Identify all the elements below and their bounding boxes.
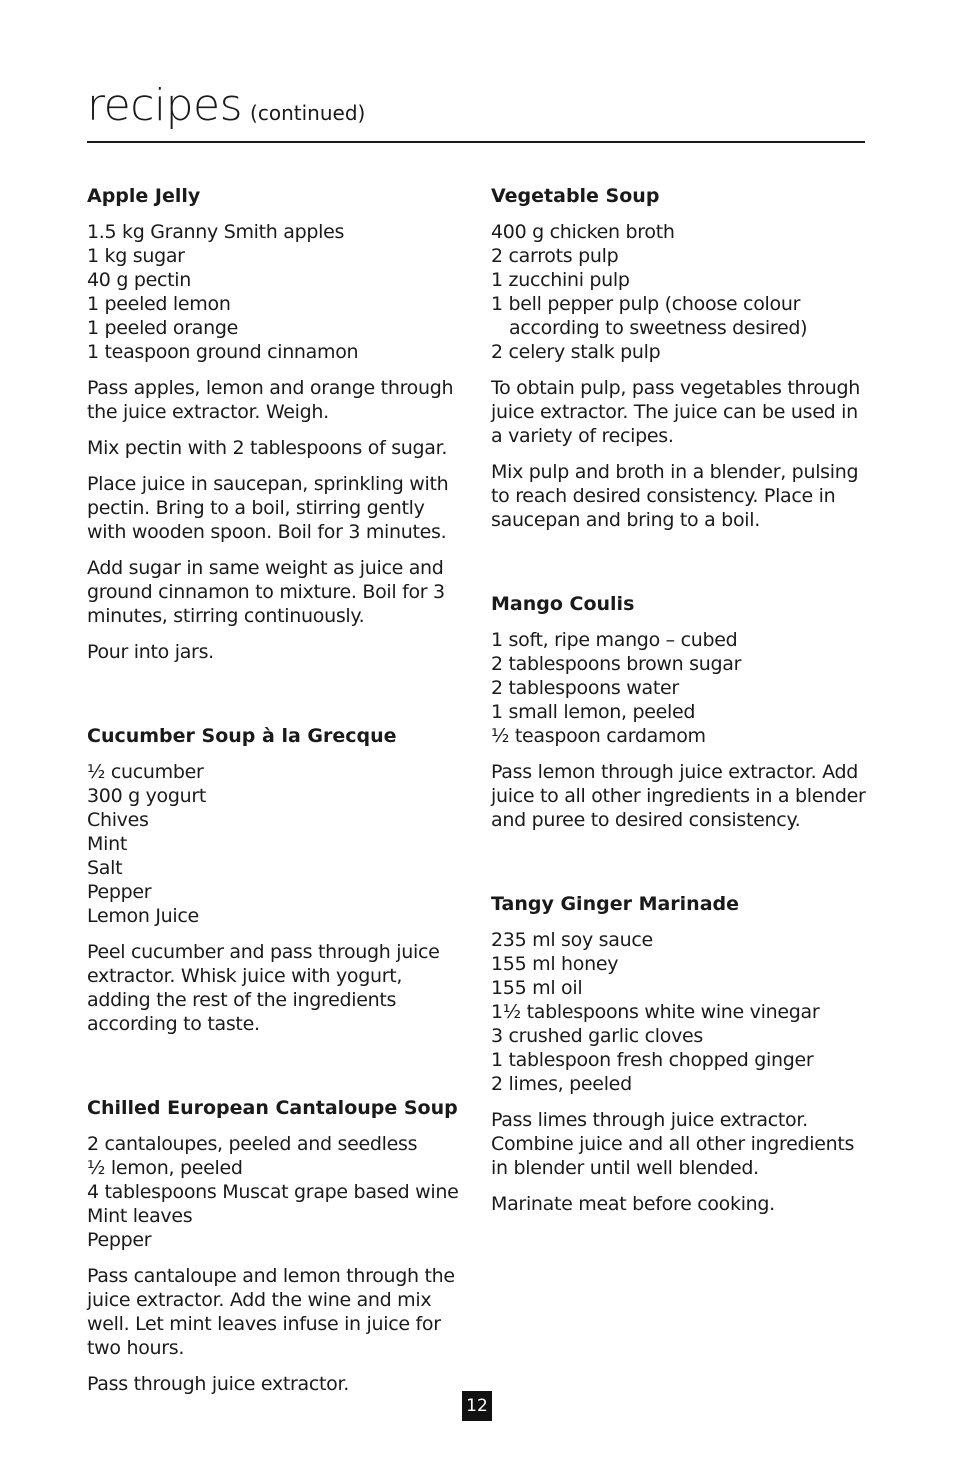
left-column (87, 184, 467, 1408)
ingredient: 155 ml oil (491, 977, 583, 999)
ingredient-list (491, 628, 871, 748)
recipe-title: Vegetable Soup (491, 185, 660, 207)
ingredient: ½ teaspoon cardamom (491, 725, 706, 747)
ingredient: 300 g yogurt (87, 785, 207, 807)
ingredient: 155 ml honey (491, 953, 619, 975)
ingredient-list (87, 220, 467, 364)
ingredient-list (87, 1132, 467, 1252)
ingredient: Mint leaves (87, 1205, 193, 1227)
page-header (87, 80, 865, 132)
ingredient: Pepper (87, 881, 152, 903)
ingredient: 400 g chicken broth (491, 221, 675, 243)
ingredient: Salt (87, 857, 123, 879)
section-spacer (491, 544, 871, 592)
ingredient: 1 tablespoon fresh chopped ginger (491, 1049, 814, 1071)
ingredient: 1 small lemon, peeled (491, 701, 696, 723)
instruction: Pass limes through juice extractor. Combine juice and all other ingredients in blender until well blended. (491, 1109, 855, 1179)
ingredient: 1 bell pepper pulp (choose colour according to sweetness desired) (491, 293, 808, 339)
recipe-mango-coulis (491, 592, 871, 832)
recipe-title: Apple Jelly (87, 185, 201, 207)
ingredient-list (491, 928, 871, 1096)
instruction: To obtain pulp, pass vegetables through juice extractor. The juice can be used in a variety of recipes. (491, 377, 860, 447)
recipe-cantaloupe-soup (87, 1096, 467, 1396)
instruction: Add sugar in same weight as juice and ground cinnamon to mixture. Boil for 3 minutes, stirring continuously. (87, 557, 445, 627)
recipe-apple-jelly (87, 184, 467, 664)
instruction: Marinate meat before cooking. (491, 1193, 775, 1215)
ingredient: 2 carrots pulp (491, 245, 619, 267)
recipe-title: Chilled European Cantaloupe Soup (87, 1097, 458, 1119)
ingredient: 1 teaspoon ground cinnamon (87, 341, 359, 363)
instruction: Pass cantaloupe and lemon through the juice extractor. Add the wine and mix well. Let mint leaves infuse in juice for two hours. (87, 1265, 455, 1359)
section-spacer (87, 676, 467, 724)
ingredient: 2 tablespoons water (491, 677, 679, 699)
ingredient: Pepper (87, 1229, 152, 1251)
instruction: Pass through juice extractor. (87, 1373, 349, 1395)
ingredient: 2 cantaloupes, peeled and seedless (87, 1133, 418, 1155)
ingredient: Mint (87, 833, 127, 855)
ingredient: ½ lemon, peeled (87, 1157, 243, 1179)
ingredient-list (491, 220, 871, 364)
ingredient: 1 peeled lemon (87, 293, 231, 315)
ingredient: 40 g pectin (87, 269, 191, 291)
ingredient: 1 peeled orange (87, 317, 239, 339)
right-column (491, 184, 871, 1228)
ingredient-list (87, 760, 467, 928)
section-spacer (491, 844, 871, 892)
instruction: Mix pulp and broth in a blender, pulsing to reach desired consistency. Place in saucepan and bring to a boil. (491, 461, 859, 531)
ingredient: 1 soft, ripe mango – cubed (491, 629, 738, 651)
ingredient: 2 limes, peeled (491, 1073, 632, 1095)
ingredient: 2 tablespoons brown sugar (491, 653, 742, 675)
ingredient: 1.5 kg Granny Smith apples (87, 221, 345, 243)
recipe-cucumber-soup (87, 724, 467, 1036)
page-number: 12 (462, 1391, 492, 1421)
page-subtitle: (continued) (250, 101, 366, 125)
instruction: Pass apples, lemon and orange through the juice extractor. Weigh. (87, 377, 454, 423)
ingredient: Chives (87, 809, 149, 831)
ingredient: 3 crushed garlic cloves (491, 1025, 703, 1047)
ingredient: 4 tablespoons Muscat grape based wine (87, 1181, 459, 1203)
section-spacer (87, 1048, 467, 1096)
header-divider (87, 141, 865, 143)
ingredient: 1 kg sugar (87, 245, 185, 267)
ingredient: ½ cucumber (87, 761, 204, 783)
recipe-title: Mango Coulis (491, 593, 635, 615)
ingredient: 2 celery stalk pulp (491, 341, 661, 363)
recipe-vegetable-soup (491, 184, 871, 532)
instruction: Pour into jars. (87, 641, 214, 663)
page-title: recipes (87, 80, 243, 131)
instruction: Mix pectin with 2 tablespoons of sugar. (87, 437, 448, 459)
recipe-title: Tangy Ginger Marinade (491, 893, 740, 915)
recipe-ginger-marinade (491, 892, 871, 1216)
ingredient: Lemon Juice (87, 905, 199, 927)
instruction: Pass lemon through juice extractor. Add juice to all other ingredients in a blender and puree to desired consistency. (491, 761, 866, 831)
instruction: Peel cucumber and pass through juice extractor. Whisk juice with yogurt, adding the rest of the ingredients according to taste. (87, 941, 440, 1035)
ingredient: 1½ tablespoons white wine vinegar (491, 1001, 820, 1023)
ingredient: 235 ml soy sauce (491, 929, 653, 951)
recipe-title: Cucumber Soup à la Grecque (87, 725, 397, 747)
ingredient: 1 zucchini pulp (491, 269, 630, 291)
instruction: Place juice in saucepan, sprinkling with pectin. Bring to a boil, stirring gently with wooden spoon. Boil for 3 minutes. (87, 473, 449, 543)
